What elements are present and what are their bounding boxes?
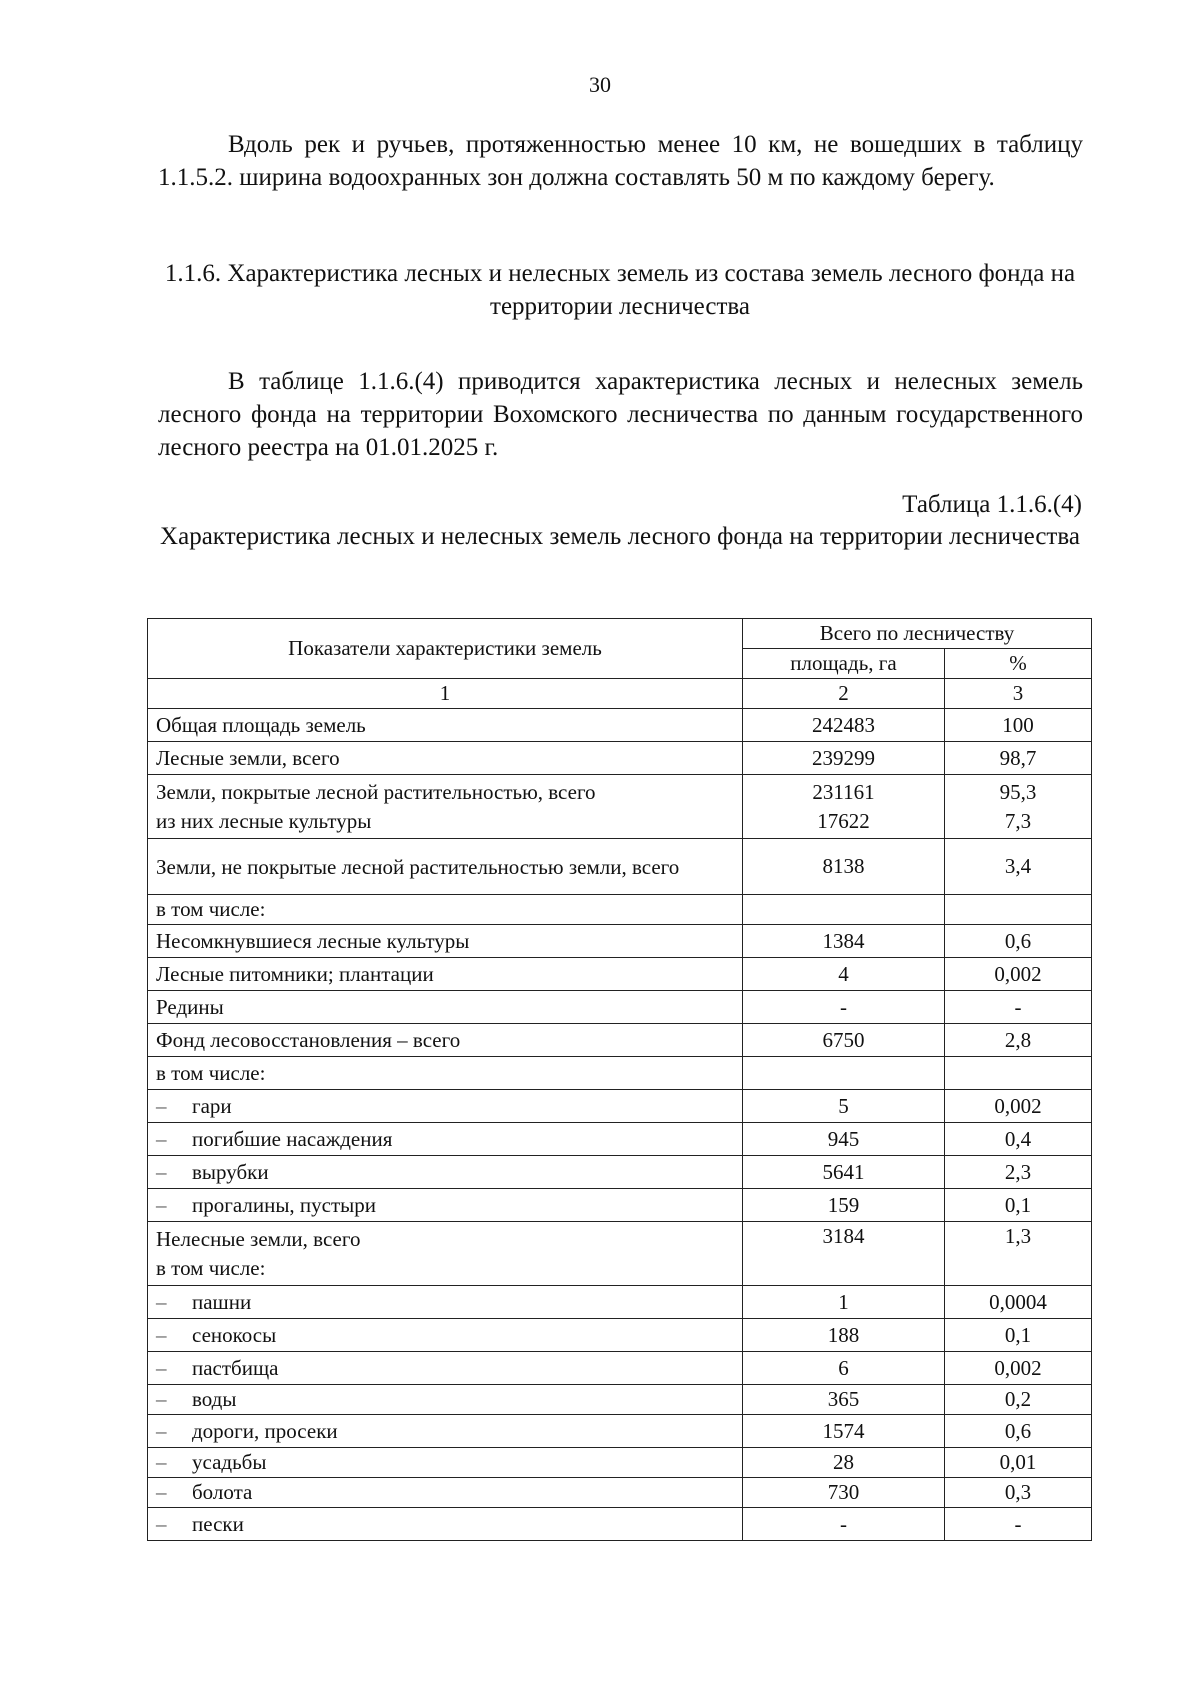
row-percent: 0,1 [945, 1319, 1092, 1352]
row-label-text: пашни [192, 1289, 252, 1314]
row-label [148, 1508, 743, 1541]
row-label-text: вырубки [192, 1159, 269, 1184]
row-label-text: погибшие насаждения [192, 1126, 393, 1151]
row-area: 5 [743, 1090, 945, 1123]
paragraph-intro [158, 365, 1083, 464]
table-row [148, 1352, 1092, 1385]
row-area: 365 [743, 1385, 945, 1415]
section-heading: 1.1.6. Характеристика лесных и нелесных земель из состава земель лесного фонда на территории лесничества [164, 260, 1076, 320]
row-area: 1384 [743, 925, 945, 958]
row-area: 945 [743, 1123, 945, 1156]
table-header-row [148, 619, 1092, 649]
row-label-text: гари [192, 1093, 232, 1118]
row-label [148, 1385, 743, 1415]
row-label: Фонд лесовосстановления – всего [148, 1024, 743, 1057]
row-area: 6750 [743, 1024, 945, 1057]
table-row [148, 1478, 1092, 1508]
row-percent: 0,002 [945, 958, 1092, 991]
row-label: в том числе: [148, 1057, 743, 1090]
dash-marker: – [156, 1450, 167, 1474]
row-percent: 0,2 [945, 1385, 1092, 1415]
table-row [148, 895, 1092, 925]
row-area: 28 [743, 1448, 945, 1478]
row-label [148, 1286, 743, 1319]
page-number: 30 [589, 72, 611, 97]
row-area: 4 [743, 958, 945, 991]
dash-marker: – [156, 1511, 167, 1536]
row-label: Несомкнувшиеся лесные культуры [148, 925, 743, 958]
row-area: 159 [743, 1189, 945, 1222]
row-label [148, 1156, 743, 1189]
row-percent: 2,3 [945, 1156, 1092, 1189]
row-label: Редины [148, 991, 743, 1024]
header-area: площадь, га [743, 649, 945, 679]
row-label-main: Нелесные земли, всего [156, 1226, 361, 1251]
table-row [148, 1508, 1092, 1541]
row-percent-sub: 7,3 [1004, 808, 1032, 833]
dash-marker: – [156, 1355, 167, 1380]
row-area: 730 [743, 1478, 945, 1508]
row-label-text: болота [192, 1480, 253, 1504]
row-percent: 0,0004 [945, 1286, 1092, 1319]
dash-marker: – [156, 1322, 167, 1347]
row-area: 1574 [743, 1415, 945, 1448]
dash-marker: – [156, 1480, 167, 1504]
header-total-forestry: Всего по лесничеству [743, 619, 1092, 649]
row-area: - [743, 991, 945, 1024]
table-row [148, 1123, 1092, 1156]
table-row [148, 1090, 1092, 1123]
table-title: Характеристика лесных и нелесных земель лесного фонда на территории лесничества [160, 523, 1080, 550]
table-row [148, 1057, 1092, 1090]
table-row [148, 742, 1092, 775]
land-characteristics-table [147, 618, 1092, 1541]
row-label-sub: в том числе: [156, 1255, 266, 1280]
row-label [148, 1222, 743, 1286]
header-percent: % [945, 649, 1092, 679]
paragraph-text: Вдоль рек и ручьев, протяженностью менее 10 км, не вошедших в таблицу 1.1.5.2. ширина водоохранных зон должна составлять 50 м по каждому берегу. [158, 131, 1083, 191]
table-row [148, 709, 1092, 742]
row-percent: 0,1 [945, 1189, 1092, 1222]
dash-marker: – [156, 1192, 167, 1217]
row-label-text: воды [192, 1387, 237, 1411]
row-label [148, 775, 743, 839]
dash-marker: – [156, 1387, 167, 1411]
row-label: Общая площадь земель [148, 709, 743, 742]
table-row [148, 958, 1092, 991]
col-number: 3 [945, 679, 1092, 709]
row-percent [945, 775, 1092, 839]
row-label-text: пастбища [192, 1355, 279, 1380]
table-row [148, 1156, 1092, 1189]
table-row [148, 839, 1092, 895]
row-label: Лесные земли, всего [148, 742, 743, 775]
row-percent: 98,7 [945, 742, 1092, 775]
table-row [148, 1319, 1092, 1352]
col-number: 1 [148, 679, 743, 709]
row-percent: 0,6 [945, 925, 1092, 958]
row-label [148, 1448, 743, 1478]
row-area [743, 775, 945, 839]
dash-marker: – [156, 1159, 167, 1184]
row-percent-main: 95,3 [999, 779, 1037, 804]
row-percent: 100 [945, 709, 1092, 742]
row-percent: 3,4 [945, 839, 1092, 895]
row-area [743, 1057, 945, 1090]
table-row [148, 1415, 1092, 1448]
row-label-text: усадьбы [192, 1450, 267, 1474]
row-area: 239299 [743, 742, 945, 775]
col-number: 2 [743, 679, 945, 709]
row-label-text: прогалины, пустыри [192, 1192, 377, 1217]
row-percent [945, 1057, 1092, 1090]
row-label [148, 1352, 743, 1385]
row-label [148, 1478, 743, 1508]
table-row [148, 991, 1092, 1024]
row-label [148, 1090, 743, 1123]
row-label [148, 1123, 743, 1156]
row-percent: 0,6 [945, 1415, 1092, 1448]
row-label-main: Земли, покрытые лесной растительностью, всего [156, 779, 596, 804]
dash-marker: – [156, 1093, 167, 1118]
dash-marker: – [156, 1289, 167, 1314]
row-label-text: пески [192, 1511, 244, 1536]
table-row [148, 775, 1092, 839]
row-area: 242483 [743, 709, 945, 742]
row-label: Земли, не покрытые лесной растительностью земли, всего [148, 839, 743, 895]
row-area: 1 [743, 1286, 945, 1319]
dash-marker: – [156, 1126, 167, 1151]
column-number-row [148, 679, 1092, 709]
row-percent: 0,3 [945, 1478, 1092, 1508]
row-percent: 1,3 [945, 1222, 1092, 1286]
row-area: 6 [743, 1352, 945, 1385]
table-row [148, 1448, 1092, 1478]
row-label [148, 1415, 743, 1448]
table-row [148, 1189, 1092, 1222]
row-percent: - [945, 1508, 1092, 1541]
table-row [148, 1286, 1092, 1319]
table-row [148, 1222, 1092, 1286]
table-row [148, 925, 1092, 958]
paragraph-text: В таблице 1.1.6.(4) приводится характеристика лесных и нелесных земель лесного фонда на территории Вохомского лесничества по данным государственного лесного реестра на 01.01.2025 г. [158, 368, 1083, 461]
row-percent: 0,002 [945, 1090, 1092, 1123]
row-area: 8138 [743, 839, 945, 895]
paragraph-water-zones [158, 128, 1083, 194]
table-row [148, 1024, 1092, 1057]
row-label-text: сенокосы [192, 1322, 277, 1347]
row-area: 188 [743, 1319, 945, 1352]
table-caption: Таблица 1.1.6.(4) [902, 491, 1082, 518]
row-percent: - [945, 991, 1092, 1024]
row-area: - [743, 1508, 945, 1541]
row-label: в том числе: [148, 895, 743, 925]
row-area: 3184 [743, 1222, 945, 1286]
row-percent: 0,002 [945, 1352, 1092, 1385]
row-area [743, 895, 945, 925]
header-indicators: Показатели характеристики земель [148, 619, 743, 679]
row-label [148, 1189, 743, 1222]
row-percent: 0,01 [945, 1448, 1092, 1478]
row-label [148, 1319, 743, 1352]
row-area: 5641 [743, 1156, 945, 1189]
row-percent: 2,8 [945, 1024, 1092, 1057]
row-area-main: 231161 [812, 779, 875, 804]
table-row [148, 1385, 1092, 1415]
row-percent [945, 895, 1092, 925]
dash-marker: – [156, 1418, 167, 1443]
row-percent: 0,4 [945, 1123, 1092, 1156]
row-label-text: дороги, просеки [192, 1418, 338, 1443]
row-area-sub: 17622 [817, 808, 870, 833]
row-label: Лесные питомники; плантации [148, 958, 743, 991]
row-label-sub: из них лесные культуры [156, 808, 372, 833]
